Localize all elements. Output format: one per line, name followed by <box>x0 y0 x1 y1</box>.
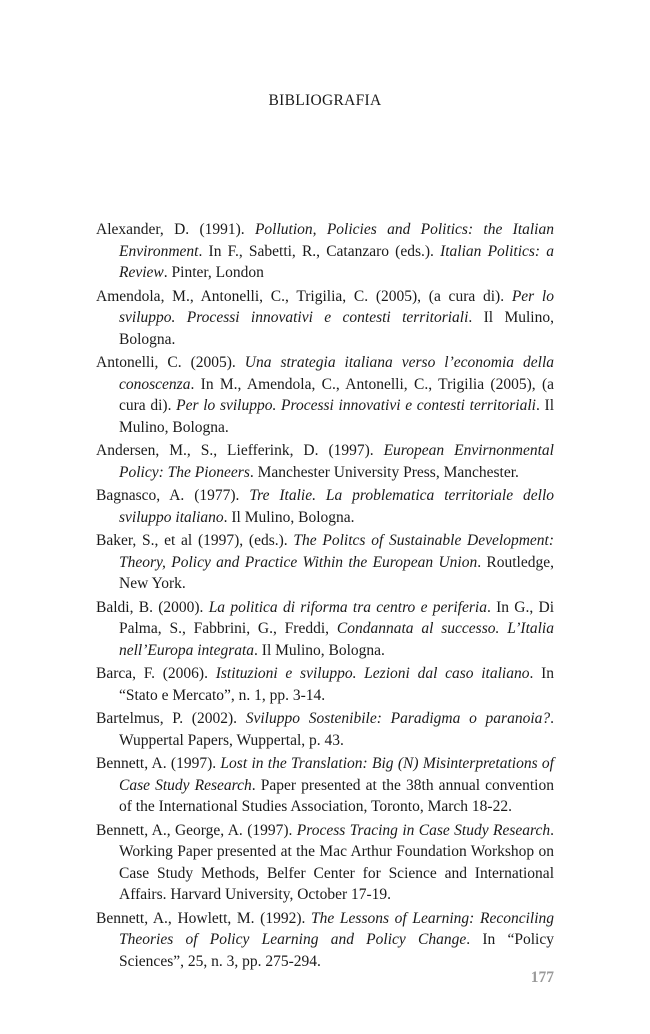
entry-title-text: Per lo sviluppo. Processi innovativi e contesti territoriali <box>176 397 536 414</box>
entry-title-text: Process Tracing in Case Study Research <box>296 821 551 839</box>
entry-title-text: Istituzioni e sviluppo. Lezioni dal caso italiano <box>215 665 530 682</box>
entry-text: Barca, F. (2006). <box>96 665 216 682</box>
entry-text: Bennett, A., Howlett, M. (1992). <box>96 909 312 927</box>
entry-text: Bartelmus, P. (2002). <box>96 710 246 727</box>
bibliography-entry <box>96 530 554 595</box>
entry-text: Bennett, A. (1997). <box>96 755 221 772</box>
entry-text: Amendola, M., Antonelli, C., Trigilia, C. (2005), (a cura di). <box>96 287 512 305</box>
entry-text: Bennett, A., George, A. (1997). <box>96 821 297 839</box>
entry-text: . Il Mulino, Bologna. <box>119 309 554 348</box>
entry-title-text: Italian Politics: a Review <box>119 242 554 281</box>
entry-text: . In “Stato e Mercato”, n. 1, pp. 3-14. <box>119 665 555 704</box>
entry-title-text: Per lo sviluppo. Processi innovativi e contesti territoriali <box>119 287 554 326</box>
entry-text: . Routledge, New York. <box>119 553 554 592</box>
entry-text: . In “Policy Sciences”, 25, n. 3, pp. 275-294. <box>119 931 554 970</box>
entry-title-text: Una strategia italiana verso l’economia della conoscenza <box>119 354 554 393</box>
entry-title-text: Pollution, Policies and Politics: the Italian Environment <box>119 221 554 260</box>
entry-text: Baker, S., et al (1997), (eds.). <box>96 532 294 549</box>
page-number: 177 <box>530 969 554 986</box>
bibliography-entry <box>96 663 554 706</box>
entry-text: . Pinter, London <box>163 264 264 281</box>
entry-title-text: European Envirnonmental Policy: The Pioneers <box>119 442 554 481</box>
bibliography-entry <box>96 753 554 818</box>
entry-title-text: The Politcs of Sustainable Development: Theory, Policy and Practice Within the European Union <box>119 532 554 571</box>
entry-text: . Il Mulino, Bologna. <box>223 508 355 526</box>
entry-title-text: La politica di riforma tra centro e periferia <box>208 598 487 616</box>
bibliography-entry <box>96 597 554 662</box>
entry-text: . Il Mulino, Bologna. <box>254 641 385 659</box>
entry-text: . In M., Amendola, C., Antonelli, C., Trigilia (2005), (a cura di). <box>119 375 554 414</box>
entry-title-text: Lost in the Translation: Big (N) Misinterpretations of Case Study Research <box>119 755 554 794</box>
bibliography-entry <box>96 820 554 906</box>
bibliography-entry <box>96 708 554 751</box>
bibliography-entry <box>96 286 554 351</box>
entry-text: Baldi, B. (2000). <box>96 598 209 616</box>
entry-title-text: Sviluppo Sostenibile: Paradigma o paranoia? <box>245 710 551 727</box>
entry-text: . Wuppertal Papers, Wuppertal, p. 43. <box>119 710 555 749</box>
bibliography-entry <box>96 908 554 973</box>
bibliography-entry <box>96 352 554 438</box>
entry-text: . Paper presented at the 38th annual convention of the International Studies Association, Toronto, March 18-22. <box>119 776 554 815</box>
page-title: BIBLIOGRAFIA <box>268 92 382 109</box>
bibliography-list <box>96 219 554 974</box>
entry-text: . Manchester University Press, Manchester. <box>249 463 519 481</box>
entry-title-text: Tre Italie. La problematica territoriale dello sviluppo italiano <box>119 487 554 526</box>
entry-text: . Working Paper presented at the Mac Arthur Foundation Workshop on Case Study Methods, Belfer Center for Science and International Affairs. Harvard University, October 17-19. <box>119 821 554 903</box>
entry-title-text: The Lessons of Learning: Reconciling Theories of Policy Learning and Policy Change <box>119 909 555 948</box>
entry-text: . In G., Di Palma, S., Fabbrini, G., Freddi, <box>119 598 555 637</box>
entry-text: Alexander, D. (1991). <box>96 221 255 238</box>
entry-text: Andersen, M., S., Liefferink, D. (1997). <box>96 442 384 459</box>
bibliography-entry <box>96 485 554 528</box>
bibliography-entry <box>96 219 554 284</box>
entry-text: Antonelli, C. (2005). <box>96 354 245 371</box>
entry-text: . In F., Sabetti, R., Catanzaro (eds.). <box>198 242 441 260</box>
entry-text: . Il Mulino, Bologna. <box>119 397 555 436</box>
entry-title-text: Condannata al successo. L’Italia nell’Europa integrata <box>119 620 554 659</box>
entry-text: Bagnasco, A. (1977). <box>96 487 250 504</box>
bibliography-entry <box>96 440 554 483</box>
